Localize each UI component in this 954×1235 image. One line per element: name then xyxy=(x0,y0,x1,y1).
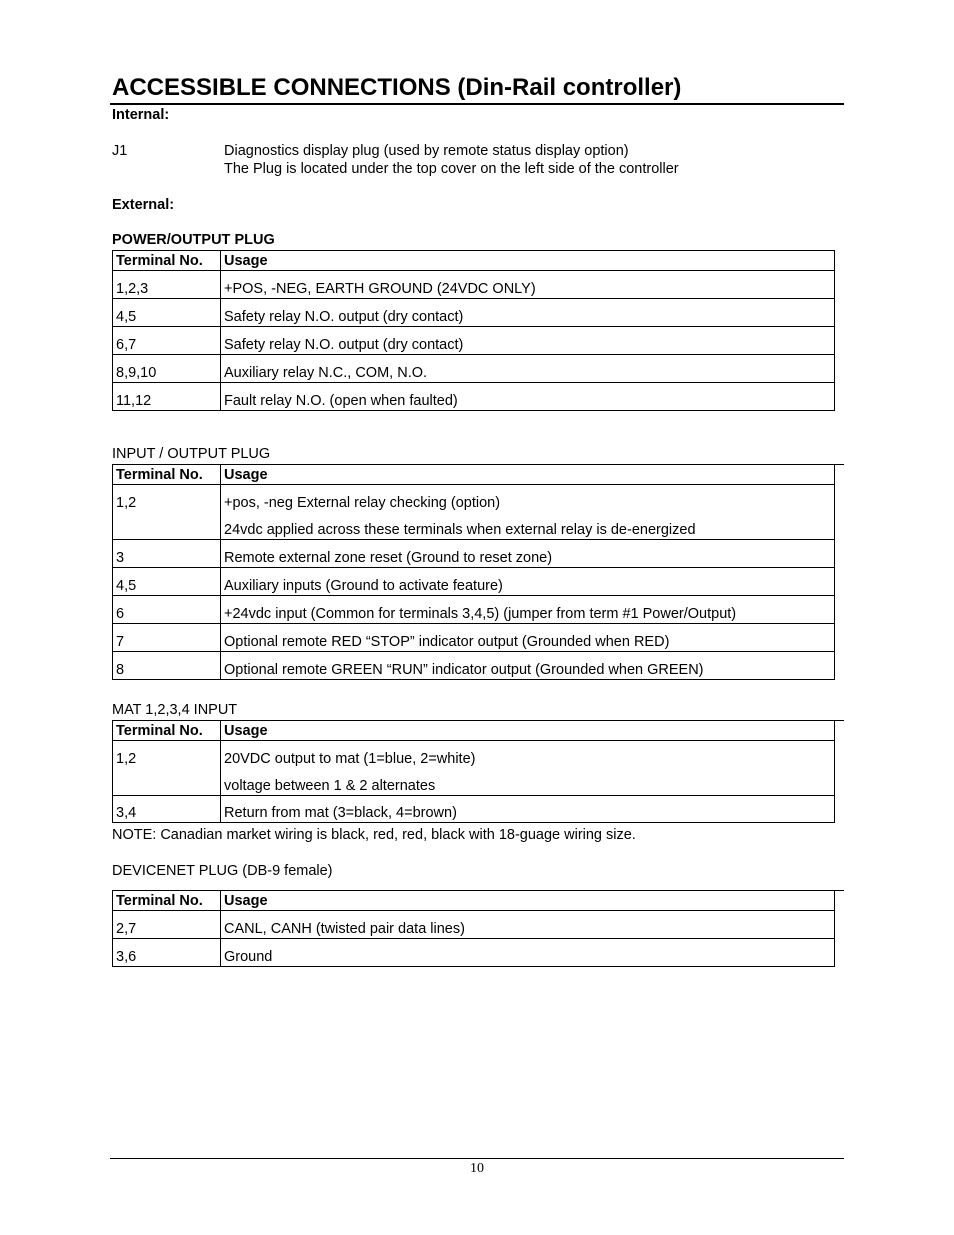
usage-cell: +24vdc input (Common for terminals 3,4,5) (jumper from term #1 Power/Output) xyxy=(221,596,835,624)
header-terminal: Terminal No. xyxy=(113,721,221,741)
table-row xyxy=(113,796,835,823)
terminal-cell xyxy=(113,741,221,796)
page-number: 10 xyxy=(470,1161,484,1176)
internal-j1-line2: The Plug is located under the top cover on the left side of the controller xyxy=(224,161,679,177)
header-usage: Usage xyxy=(221,891,835,911)
terminal-cell: 1,2,3 xyxy=(113,271,221,299)
terminal-cell: 7 xyxy=(113,624,221,652)
table-row xyxy=(113,271,835,299)
table-row xyxy=(113,383,835,411)
usage-cell: Fault relay N.O. (open when faulted) xyxy=(221,383,835,411)
terminal-cell: 11,12 xyxy=(113,383,221,411)
table-row xyxy=(113,485,835,540)
terminal-cell: 3,6 xyxy=(113,939,221,967)
usage-cell xyxy=(221,741,835,796)
internal-heading: Internal: xyxy=(112,107,170,123)
footer-rule xyxy=(110,1158,844,1159)
usage-cell: Ground xyxy=(221,939,835,967)
power-output-table xyxy=(112,250,835,411)
usage-line-1: 20VDC output to mat (1=blue, 2=white) xyxy=(224,751,476,767)
usage-line-2: 24vdc applied across these terminals when external relay is de-energized xyxy=(224,522,696,538)
terminal-cell: 3 xyxy=(113,540,221,568)
terminal-text: 1,2 xyxy=(116,495,137,511)
terminal-cell: 4,5 xyxy=(113,299,221,327)
table-row xyxy=(113,652,835,680)
table-row xyxy=(113,596,835,624)
header-terminal: Terminal No. xyxy=(113,251,221,271)
devicenet-heading: DEVICENET PLUG (DB-9 female) xyxy=(112,863,333,879)
page-title: ACCESSIBLE CONNECTIONS (Din-Rail controller) xyxy=(112,74,682,101)
usage-cell: Safety relay N.O. output (dry contact) xyxy=(221,327,835,355)
table-row xyxy=(113,741,835,796)
devicenet-table xyxy=(112,891,835,967)
usage-cell: +POS, -NEG, EARTH GROUND (24VDC ONLY) xyxy=(221,271,835,299)
mat-input-note: NOTE: Canadian market wiring is black, red, red, black with 18-guage wiring size. xyxy=(112,827,636,843)
usage-cell: Remote external zone reset (Ground to reset zone) xyxy=(221,540,835,568)
table-row xyxy=(113,327,835,355)
usage-cell: Return from mat (3=black, 4=brown) xyxy=(221,796,835,823)
usage-cell: Safety relay N.O. output (dry contact) xyxy=(221,299,835,327)
usage-cell: Auxiliary inputs (Ground to activate feature) xyxy=(221,568,835,596)
input-output-heading: INPUT / OUTPUT PLUG xyxy=(112,446,271,462)
terminal-cell: 4,5 xyxy=(113,568,221,596)
terminal-cell: 3,4 xyxy=(113,796,221,823)
table-row xyxy=(113,911,835,939)
header-usage: Usage xyxy=(221,465,835,485)
table-row xyxy=(113,355,835,383)
usage-cell: Optional remote RED “STOP” indicator output (Grounded when RED) xyxy=(221,624,835,652)
external-heading: External: xyxy=(112,197,175,213)
input-output-table xyxy=(112,465,835,680)
usage-cell: Optional remote GREEN “RUN” indicator output (Grounded when GREEN) xyxy=(221,652,835,680)
usage-cell: CANL, CANH (twisted pair data lines) xyxy=(221,911,835,939)
usage-line-2: voltage between 1 & 2 alternates xyxy=(224,778,436,794)
power-output-heading: POWER/OUTPUT PLUG xyxy=(112,232,275,248)
usage-cell: Auxiliary relay N.C., COM, N.O. xyxy=(221,355,835,383)
header-terminal: Terminal No. xyxy=(113,891,221,911)
table-row xyxy=(113,540,835,568)
mat-input-heading: MAT 1,2,3,4 INPUT xyxy=(112,702,238,718)
table-header-row xyxy=(113,465,835,485)
table-header-row xyxy=(113,251,835,271)
internal-j1-term: J1 xyxy=(112,143,128,159)
table-row xyxy=(113,939,835,967)
usage-line-1: +pos, -neg External relay checking (option) xyxy=(224,495,501,511)
header-usage: Usage xyxy=(221,251,835,271)
terminal-text: 1,2 xyxy=(116,751,137,767)
header-usage: Usage xyxy=(221,721,835,741)
table-header-row xyxy=(113,891,835,911)
usage-cell xyxy=(221,485,835,540)
internal-j1-line1: Diagnostics display plug (used by remote status display option) xyxy=(224,143,629,159)
terminal-cell: 8,9,10 xyxy=(113,355,221,383)
terminal-cell: 2,7 xyxy=(113,911,221,939)
table-header-row xyxy=(113,721,835,741)
terminal-cell: 6 xyxy=(113,596,221,624)
terminal-cell: 8 xyxy=(113,652,221,680)
mat-input-table xyxy=(112,721,835,823)
title-underline xyxy=(110,103,844,105)
terminal-cell: 6,7 xyxy=(113,327,221,355)
terminal-cell xyxy=(113,485,221,540)
table-row xyxy=(113,568,835,596)
header-terminal: Terminal No. xyxy=(113,465,221,485)
table-row xyxy=(113,299,835,327)
table-row xyxy=(113,624,835,652)
